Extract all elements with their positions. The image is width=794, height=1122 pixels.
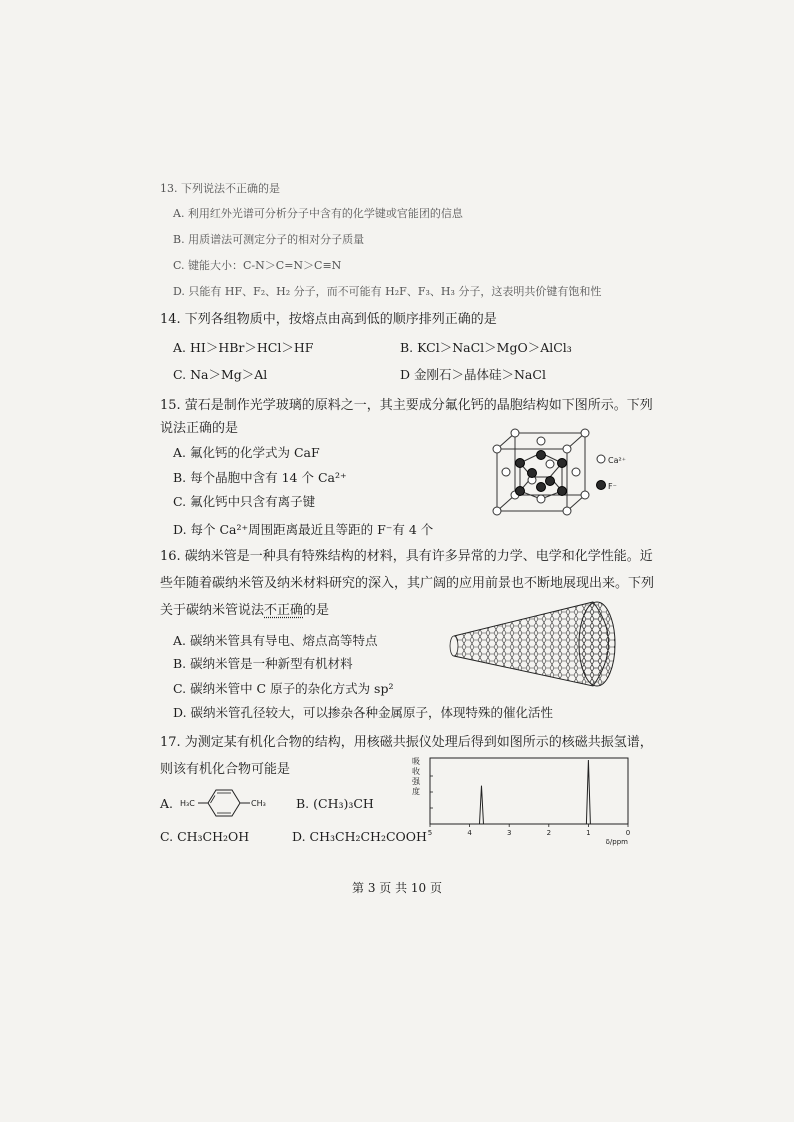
q14-option-b: B. KCl＞NaCl＞MgO＞AlCl₃ xyxy=(400,340,572,355)
q13-option-d: D. 只能有 HF、F₂、H₂ 分子，而不可能有 H₂F、F₃、H₃ 分子，这表明共价键有饱和性 xyxy=(173,285,602,298)
nmr-x-tick-label: 4 xyxy=(467,829,472,837)
q16-stem-line3-post: 的是 xyxy=(303,603,330,618)
nmr-y-label-char: 收 xyxy=(412,767,420,776)
q17-option-c: C. CH₃CH₂OH xyxy=(160,829,250,844)
page-footer: 第 3 页 共 10 页 xyxy=(352,881,442,895)
nmr-spectrum-trace xyxy=(430,760,628,824)
q17-option-d: D. CH₃CH₂CH₂COOH xyxy=(292,829,427,844)
q16-stem-line1: 16. 碳纳米管是一种具有特殊结构的材料，具有许多异常的力学、电学和化学性能。近 xyxy=(160,549,653,564)
q15-option-d: D. 每个 Ca²⁺周围距离最近且等距的 F⁻有 4 个 xyxy=(173,522,434,537)
q15-stem-line2: 说法正确的是 xyxy=(160,421,239,436)
nmr-x-tick-label: 1 xyxy=(586,829,591,837)
q15-stem-line1: 15. 萤石是制作光学玻璃的原料之一，其主要成分氟化钙的晶胞结构如下图所示。下列 xyxy=(160,398,653,413)
q16-option-c: C. 碳纳米管中 C 原子的杂化方式为 sp² xyxy=(173,681,394,696)
q14-option-a: A. HI＞HBr＞HCl＞HF xyxy=(173,340,314,355)
nmr-plot-frame xyxy=(430,758,628,824)
q16-stem-line3-pre: 关于碳纳米管说法 xyxy=(160,603,265,618)
q14-stem: 14. 下列各组物质中，按熔点由高到低的顺序排列正确的是 xyxy=(160,312,497,327)
nmr-x-axis-label: δ/ppm xyxy=(605,838,628,846)
nmr-x-tick-label: 5 xyxy=(427,829,433,837)
nmr-x-tick-label: 2 xyxy=(546,829,552,837)
q13-option-b: B. 用质谱法可测定分子的相对分子质量 xyxy=(173,233,365,246)
q15-option-c: C. 氟化钙中只含有离子键 xyxy=(173,494,316,509)
caf2-unit-cell-figure xyxy=(485,425,635,525)
q13-stem: 13. 下列说法不正确的是 xyxy=(160,182,280,195)
q16-option-b: B. 碳纳米管是一种新型有机材料 xyxy=(173,656,353,671)
q16-stem-emphasis: 不正确 xyxy=(264,603,304,618)
q13-option-c: C. 键能大小：C-N＞C=N＞C≡N xyxy=(173,259,342,272)
nmr-y-label-char: 吸 xyxy=(412,757,420,766)
carbon-nanotube-figure xyxy=(448,598,628,690)
f-legend-label: F⁻ xyxy=(608,482,617,491)
nmr-y-axis-label xyxy=(412,757,421,796)
nmr-y-label-char: 强 xyxy=(412,777,420,786)
nmr-x-tick-label: 0 xyxy=(625,829,631,837)
ca-legend-icon xyxy=(597,455,605,463)
q16-option-a: A. 碳纳米管具有导电、熔点高等特点 xyxy=(173,633,378,648)
q16-option-d: D. 碳纳米管孔径较大，可以掺杂各种金属原子，体现特殊的催化活性 xyxy=(173,705,554,720)
p-xylene-left-methyl: H₃C xyxy=(180,799,195,808)
p-xylene-right-methyl: CH₃ xyxy=(251,799,266,808)
q15-option-a: A. 氟化钙的化学式为 CaF xyxy=(173,445,320,460)
p-xylene-structure xyxy=(180,785,280,821)
q16-stem-line3 xyxy=(160,603,329,619)
f-legend-icon xyxy=(597,481,606,490)
nmr-spectrum-chart xyxy=(408,756,638,846)
q15-option-b: B. 每个晶胞中含有 14 个 Ca²⁺ xyxy=(173,470,347,485)
q17-stem-line1: 17. 为测定某有机化合物的结构，用核磁共振仪处理后得到如图所示的核磁共振氢谱， xyxy=(160,735,653,750)
nmr-y-label-char: 度 xyxy=(412,787,420,796)
q17-stem-line2: 则该有机化合物可能是 xyxy=(160,762,291,777)
nmr-x-tick-label: 3 xyxy=(506,829,512,837)
q16-stem-line2: 些年随着碳纳米管及纳米材料研究的深入，其广阔的应用前景也不断地展现出来。下列 xyxy=(160,576,655,591)
q13-option-a: A. 利用红外光谱可分析分子中含有的化学键或官能团的信息 xyxy=(173,207,463,220)
q17-option-a-prefix: A. xyxy=(160,796,174,811)
q14-option-c: C. Na＞Mg＞Al xyxy=(173,367,268,382)
q14-option-d: D 金刚石＞晶体硅＞NaCl xyxy=(400,367,546,382)
q17-option-b: B. (CH₃)₃CH xyxy=(296,796,374,811)
ca-legend-label: Ca²⁺ xyxy=(608,456,626,465)
